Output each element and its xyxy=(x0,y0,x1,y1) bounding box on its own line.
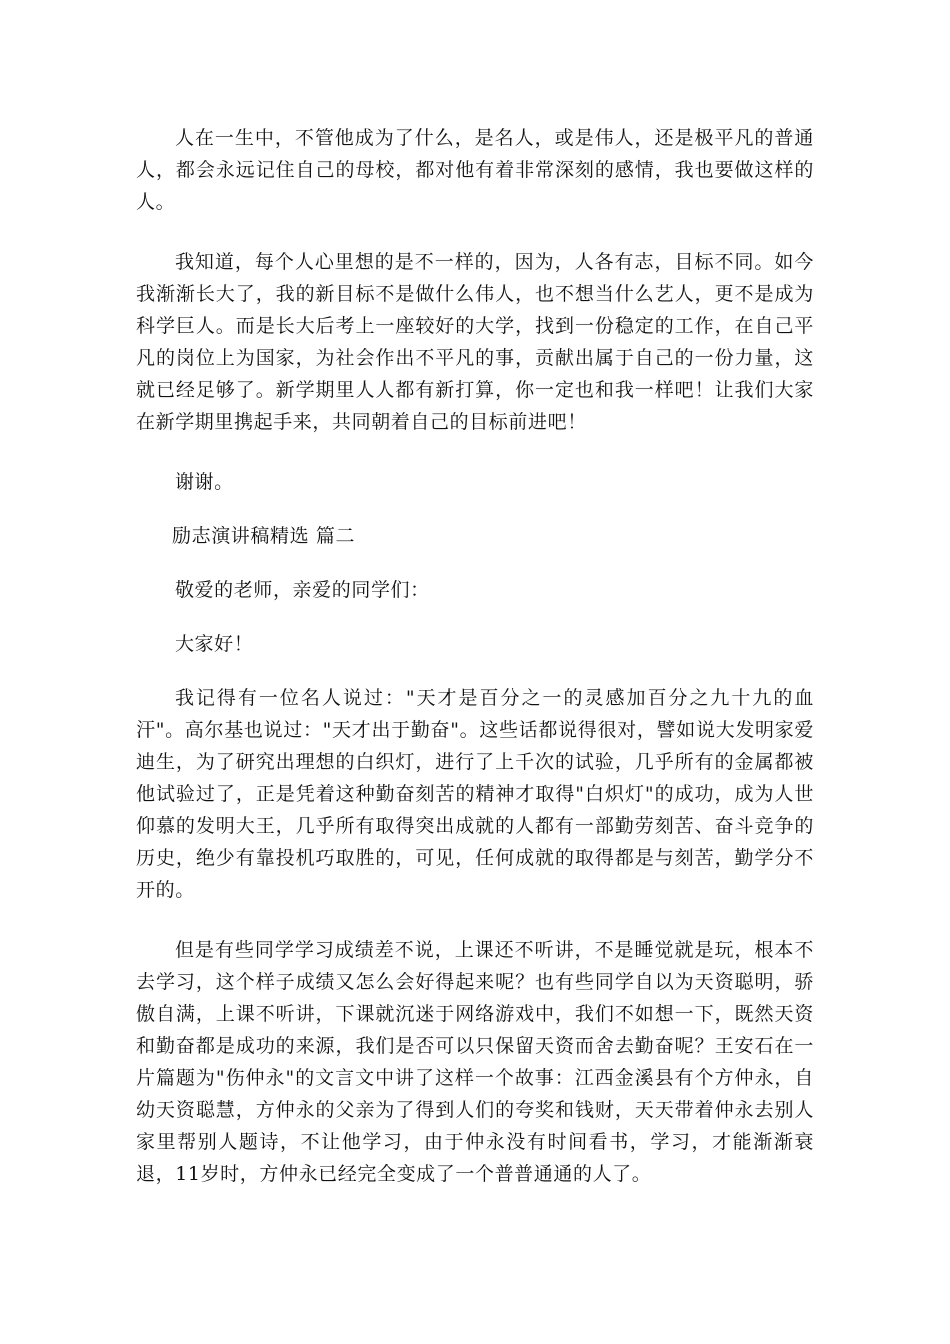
document-body xyxy=(136,122,814,1218)
hello-line: 大家好！ xyxy=(174,633,254,655)
paragraph-genius-diligence: 我记得有一位名人说过："天才是百分之一的灵感加百分之九十九的血汗"。高尔基也说过："天才出于勤奋"。这些话都说得很对，譬如说大发明家爱迪生，为了研究出理想的白织灯，进行了上千次的试验，几乎所有的金属都被他试验过了，正是凭着这种勤奋刻苦的精神才取得"白炽灯"的成功，成为人世仰慕的发明大王，几乎所有取得突出成就的人都有一部勤劳刻苦、奋斗竞争的历史，绝少有靠投机巧取胜的，可见，任何成就的取得都是与刻苦，勤学分不开的。 xyxy=(136,687,814,901)
paragraph-alma-mater: 人在一生中，不管他成为了什么，是名人，或是伟人，还是极平凡的普通人，都会永远记住自己的母校，都对他有着非常深刻的感情，我也要做这样的人。 xyxy=(136,127,814,213)
section-heading: 励志演讲稿精选 篇二 xyxy=(172,525,356,547)
paragraph-new-goals: 我知道，每个人心里想的是不一样的，因为，人各有志，目标不同。如今我渐渐长大了，我的新目标不是做什么伟人，也不想当什么艺人，更不是成为科学巨人。而是长大后考上一座较好的大学，找到一份稳定的工作，在自己平凡的岗位上为国家，为社会作出不平凡的事，贡献出属于自己的一份力量，这就已经足够了。新学期里人人都有新打算，你一定也和我一样吧！让我们大家在新学期里携起手来，共同朝着自己的目标前进吧！ xyxy=(136,251,814,433)
paragraph-thanks: 谢谢。 xyxy=(174,471,234,493)
greeting-line: 敬爱的老师，亲爱的同学们： xyxy=(174,579,430,601)
paragraph-fang-zhongyong: 但是有些同学学习成绩差不说，上课还不听讲，不是睡觉就是玩，根本不去学习，这个样子成绩又怎么会好得起来呢？也有些同学自以为天资聪明，骄傲自满，上课不听讲，下课就沉迷于网络游戏中，我们不如想一下，既然天资和勤奋都是成功的来源，我们是否可以只保留天资而舍去勤奋呢？王安石在一片篇题为"伤仲永"的文言文中讲了这样一个故事：江西金溪县有个方仲永，自幼天资聪慧，方仲永的父亲为了得到人们的夸奖和钱财，天天带着仲永去别人家里帮别人题诗，不让他学习，由于仲永没有时间看书，学习，才能渐渐衰退，11岁时，方仲永已经完全变成了一个普普通通的人了。 xyxy=(136,939,814,1185)
